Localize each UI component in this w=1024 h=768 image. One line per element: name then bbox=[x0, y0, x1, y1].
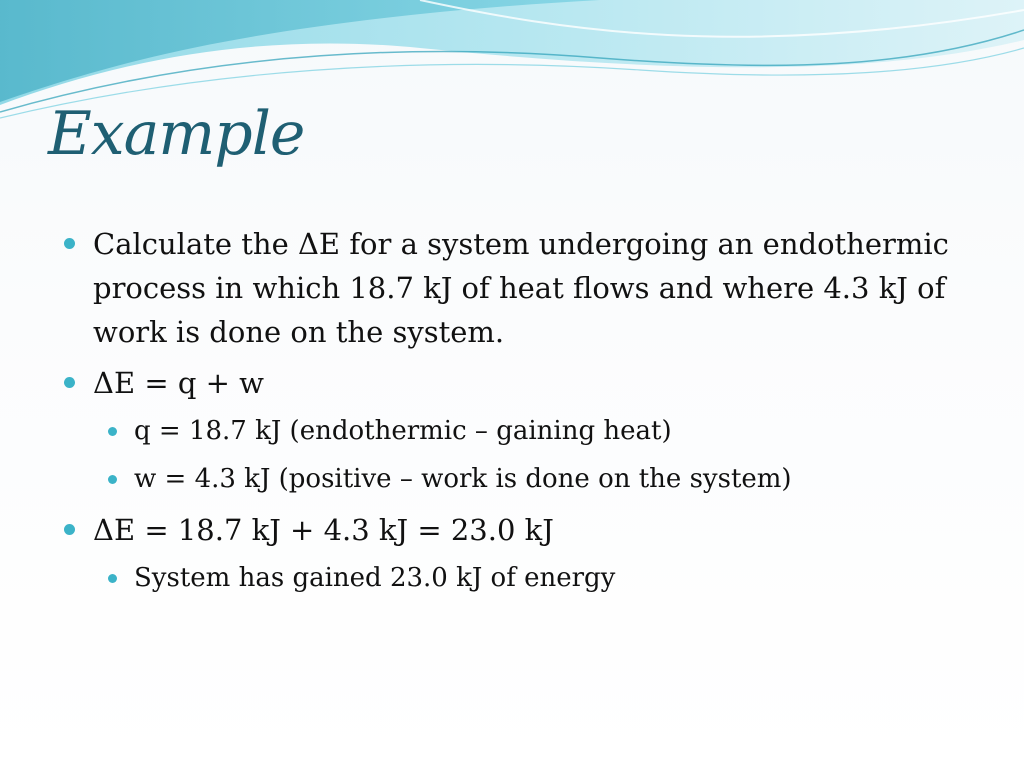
bullet-item bbox=[62, 508, 982, 552]
sub-bullet-item bbox=[62, 460, 982, 498]
bullet-dot-icon bbox=[108, 574, 117, 583]
sub-bullet-item bbox=[62, 412, 982, 450]
bullet-text: ΔE = 18.7 kJ + 4.3 kJ = 23.0 kJ bbox=[93, 513, 554, 547]
slide-title: Example bbox=[48, 99, 305, 169]
bullet-item bbox=[62, 222, 982, 354]
bullet-dot-icon bbox=[108, 427, 117, 436]
bullet-item bbox=[62, 361, 982, 405]
sub-bullet-text: w = 4.3 kJ (positive – work is done on the system) bbox=[134, 464, 792, 494]
bullet-dot-icon bbox=[64, 377, 75, 388]
sub-bullet-text: q = 18.7 kJ (endothermic – gaining heat) bbox=[134, 416, 672, 446]
bullet-text: ΔE = q + w bbox=[93, 366, 264, 400]
sub-bullet-item bbox=[62, 559, 982, 597]
sub-bullet-text: System has gained 23.0 kJ of energy bbox=[134, 563, 616, 593]
bullet-dot-icon bbox=[108, 475, 117, 484]
bullet-text: Calculate the ΔE for a system undergoing an endothermic process in which 18.7 kJ of heat flows and where 4.3 kJ of work is done on the system. bbox=[93, 227, 949, 349]
bullet-dot-icon bbox=[64, 238, 75, 249]
bullet-dot-icon bbox=[64, 524, 75, 535]
bullet-list bbox=[62, 222, 982, 607]
